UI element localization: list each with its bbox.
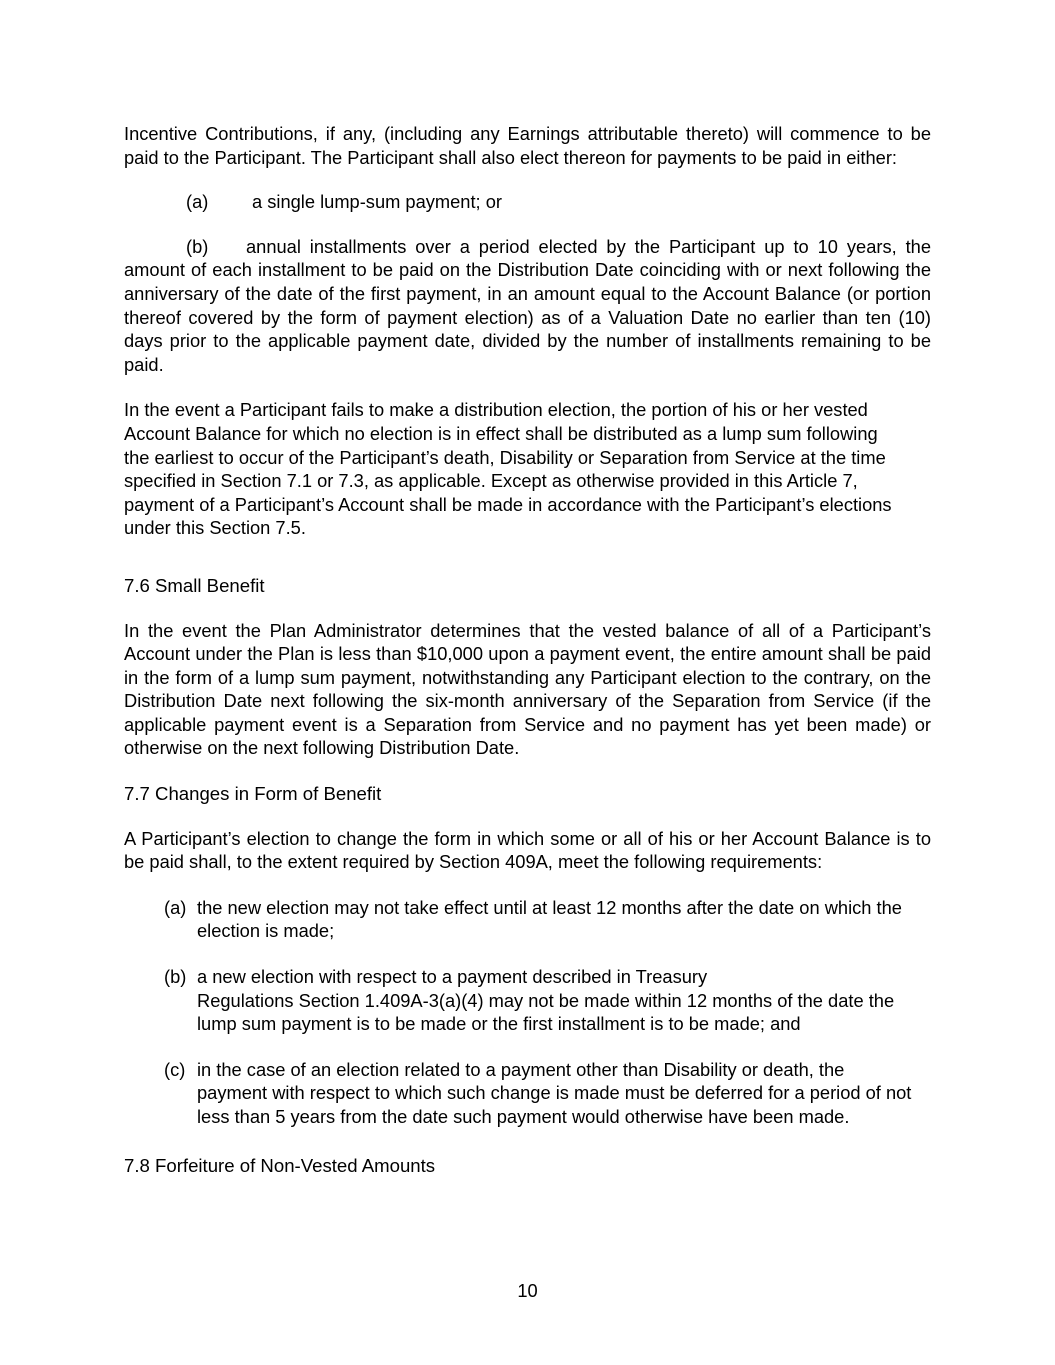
text-line: payment of a Participant’s Account shall be made in accordance with the Participant’s elections	[124, 493, 892, 515]
text-line: Regulations Section 1.409A-3(a)(4) may not be made within 12 months of the date the	[197, 989, 895, 1011]
requirement-label: (b)	[164, 966, 187, 988]
section-7-6-body: In the event the Plan Administrator determines that the vested balance of all of a Participant’s Account under the Plan is less than $10,000 upon a payment event, the entire amount shall be paid in the form of a lump sum payment, notwithstanding any Participant election to the contrary, on the Distribution Date next following the six-month anniversary of the Separation from Service (if the applicable payment event is a Separation from Service and no payment has yet been made) or otherwise on the next following Distribution Date.	[124, 619, 931, 759]
default-election-paragraph	[124, 398, 931, 540]
text-line: Account Balance for which no election is in effect shall be distributed as a lump sum following	[124, 422, 878, 444]
text-line: election is made;	[197, 920, 335, 942]
text-line: lump sum payment is to be made or the first installment is to be made; and	[197, 1013, 801, 1035]
option-text: a single lump-sum payment; or	[252, 191, 502, 213]
section-7-6-heading: 7.6 Small Benefit	[124, 574, 265, 596]
text-line: specified in Section 7.1 or 7.3, as applicable. Except as otherwise provided in this Article 7,	[124, 470, 858, 492]
section-7-8-heading: 7.8 Forfeiture of Non-Vested Amounts	[124, 1154, 436, 1176]
option-label: (a)	[186, 191, 209, 213]
requirement-a	[124, 896, 931, 943]
requirement-b	[124, 965, 931, 1036]
section-7-7-heading: 7.7 Changes in Form of Benefit	[124, 783, 382, 805]
text-line: a new election with respect to a payment described in Treasury	[197, 966, 708, 988]
section-7-7-intro: A Participant’s election to change the form in which some or all of his or her Account Balance is to be paid shall, to the extent required by Section 409A, meet the following requirements:	[124, 827, 931, 873]
requirement-label: (a)	[164, 896, 187, 918]
page-number: 10	[517, 1280, 538, 1301]
option-label: (b)	[186, 235, 209, 257]
continuation-paragraph: Incentive Contributions, if any, (including any Earnings attributable thereto) will commence to be paid to the Participant. The Participant shall also elect thereon for payments to be paid in either:	[124, 123, 931, 168]
text-line: payment with respect to which such change is made must be deferred for a period of not	[197, 1082, 912, 1104]
text-line: in the case of an election related to a payment other than Disability or death, the	[197, 1058, 845, 1080]
text-line: In the event a Participant fails to make a distribution election, the portion of his or her vested	[124, 399, 868, 421]
option-a	[124, 190, 931, 214]
requirement-label: (c)	[164, 1058, 186, 1080]
text-line: the new election may not take effect until at least 12 months after the date on which the	[197, 896, 902, 918]
text-line: under this Section 7.5.	[124, 517, 306, 539]
text-line: the earliest to occur of the Participant’s death, Disability or Separation from Service at the time	[124, 446, 886, 468]
requirement-c	[124, 1058, 931, 1129]
option-b	[124, 235, 931, 377]
option-text: annual installments over a period elected by the Participant up to 10 years, the amount of each installment to be paid on the Distribution Date coinciding with or next following the anniversary of the date of the first payment, in an amount equal to the Account Balance (or portion thereof covered by the form of payment election) as of a Valuation Date no earlier than ten (10) days prior to the applicable payment date, divided by the number of installments remaining to be paid.	[124, 235, 931, 375]
document-page	[124, 122, 931, 1177]
text-line: less than 5 years from the date such payment would otherwise have been made.	[197, 1106, 850, 1127]
